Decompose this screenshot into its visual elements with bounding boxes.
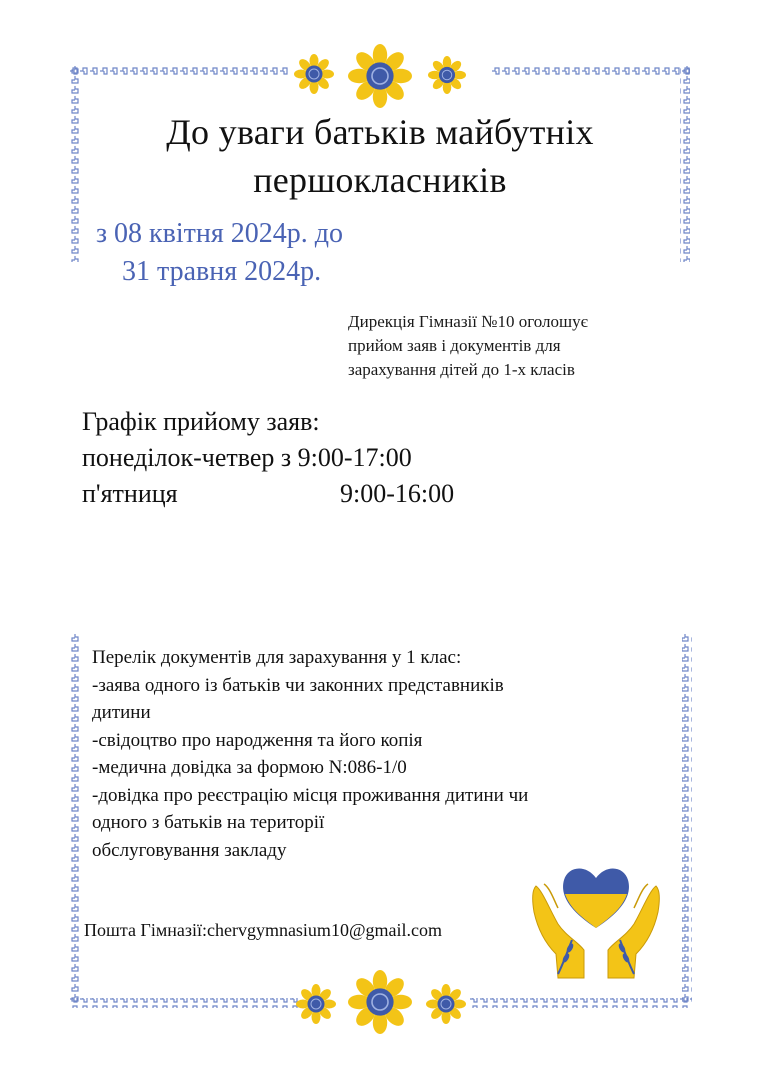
documents-item-4c: обслуговування закладу <box>92 839 287 861</box>
title-line-2: першокласників <box>253 160 507 200</box>
documents-item-4b: одного з батьків на території <box>92 812 325 833</box>
sunflower-icon <box>296 984 336 1024</box>
direction-announcement <box>348 310 668 382</box>
direction-line-2: прийом заяв і документів для <box>348 336 561 355</box>
direction-line-3: зарахування дітей до 1-х класів <box>348 360 575 379</box>
documents-item-3: -медична довідка за формою N:086-1/0 <box>92 757 407 778</box>
sunflower-icon <box>348 970 412 1034</box>
documents-item-4a: -довідка про реєстрацію місця проживання дитини чи <box>92 784 529 806</box>
sunflower-icon <box>428 56 466 94</box>
date-range-line-1: з 08 квітня 2024р. до <box>96 218 344 249</box>
documents-item-1a: -заява одного із батьків чи законних представників <box>92 674 504 696</box>
page-title <box>100 108 660 204</box>
sunflower-icon <box>426 984 466 1024</box>
sunflower-icon <box>348 44 412 108</box>
title-line-1: До уваги батьків майбутніх <box>166 112 594 152</box>
documents-item-1b: дитини <box>92 702 151 723</box>
schedule-heading: Графік прийому заяв: <box>82 407 320 436</box>
school-email: Пошта Гімназії:chervgymnasium10@gmail.com <box>84 920 442 940</box>
documents-item-2: -свідоцтво про народження та його копія <box>92 729 423 751</box>
schedule-row-mon-thu: понеділок-четвер з 9:00-17:00 <box>82 443 412 472</box>
schedule-friday-day: п'ятниця <box>82 479 178 508</box>
schedule-block <box>82 404 454 512</box>
schedule-row-friday <box>82 476 454 512</box>
sunflower-icon <box>294 54 334 94</box>
date-range-line-2: 31 травня 2024р. <box>122 256 322 287</box>
date-range <box>96 215 343 291</box>
direction-line-1: Дирекція Гімназії №10 оголошує <box>348 312 588 331</box>
heart-hands-icon <box>528 850 664 980</box>
schedule-friday-time: 9:00-16:00 <box>340 479 455 508</box>
documents-list <box>92 644 672 864</box>
documents-heading: Перелік документів для зарахування у 1 клас: <box>92 647 462 668</box>
